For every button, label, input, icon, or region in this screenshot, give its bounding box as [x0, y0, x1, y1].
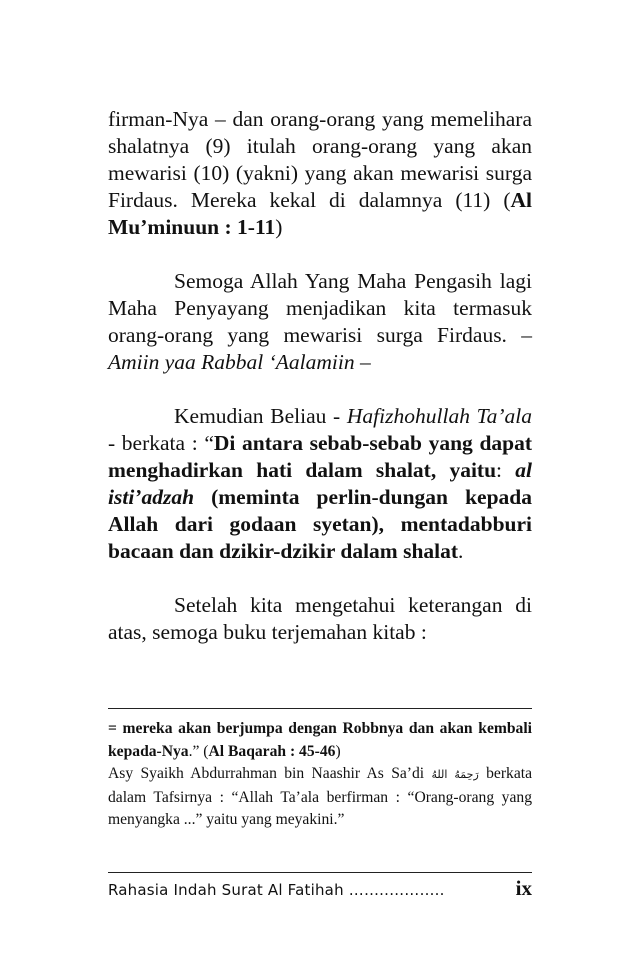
footnote-text-c: Asy Syaikh Abdurrahman bin Naashir As Sa’di — [108, 765, 432, 782]
paragraph-gap — [108, 241, 532, 268]
footer-divider — [108, 872, 532, 873]
honorific-italic: Hafizhohullah Ta’ala — [346, 404, 532, 428]
isti-adzah-term: al isti’adzah — [108, 458, 532, 509]
footnote-text: .” ( — [188, 742, 209, 760]
footnote-close: ) — [335, 742, 341, 760]
page-footer — [108, 876, 532, 906]
paragraph-2-prayer: Amiin yaa Rabbal ‘Aalamiin – — [108, 350, 371, 374]
paragraph-2-text: Semoga Allah Yang Maha Pengasih lagi Maha Penyayang menjadikan kita termasuk orang-orang yang mewarisi surga Firdaus. – — [108, 269, 532, 347]
paragraph-3-bold-b: (meminta perlin-dungan kepada Allah dari godaan syetan), mentadabburi bacaan dan dzikir-dzikir dalam shalat — [108, 485, 532, 563]
footnote-divider — [108, 708, 532, 709]
footnote-reference: Al Baqarah : 45-46 — [208, 742, 336, 760]
footnote-bold: = mereka akan berjumpa dengan Robbnya dan akan kembali kepada-Nya — [108, 720, 532, 760]
main-text — [108, 106, 532, 646]
arabic-honorific: رَحِمَهُ اللهُ — [431, 768, 479, 781]
paragraph-3-bold: Di antara sebab-sebab yang dapat menghadirkan hati dalam shalat, yaitu — [108, 431, 533, 482]
paragraph-3-text-b: - berkata : “ — [108, 431, 214, 455]
paragraph-3 — [108, 403, 532, 565]
paragraph-1 — [108, 106, 532, 241]
footnote-text-d: berkata dalam Tafsirnya : “Allah Ta’ala berfirman : “Orang-orang yang menyangka ...” yaitu yang meyakini.” — [108, 765, 533, 828]
footnote — [108, 718, 532, 832]
paragraph-1-close: ) — [275, 215, 283, 239]
paragraph-3-text: Kemudian Beliau - — [174, 404, 347, 428]
page-number: ix — [515, 876, 532, 900]
paragraph-2 — [108, 268, 532, 376]
paragraph-gap — [108, 565, 532, 592]
paragraph-3-colon: : — [496, 458, 516, 482]
paragraph-3-end: . — [458, 539, 464, 563]
paragraph-4: Setelah kita mengetahui keterangan di atas, semoga buku terjemahan kitab : — [108, 593, 532, 644]
footer-book-title: Rahasia Indah Surat Al Fatihah ……..……….. — [108, 881, 445, 899]
paragraph-gap — [108, 376, 532, 403]
quran-reference: Al Mu’minuun : 1-11 — [108, 188, 532, 239]
paragraph-1-text: firman-Nya – dan orang-orang yang memelihara shalatnya (9) itulah orang-orang yang akan mewarisi (10) (yakni) yang akan mewarisi surga Firdaus. Mereka kekal di dalamnya (11) ( — [108, 107, 532, 212]
